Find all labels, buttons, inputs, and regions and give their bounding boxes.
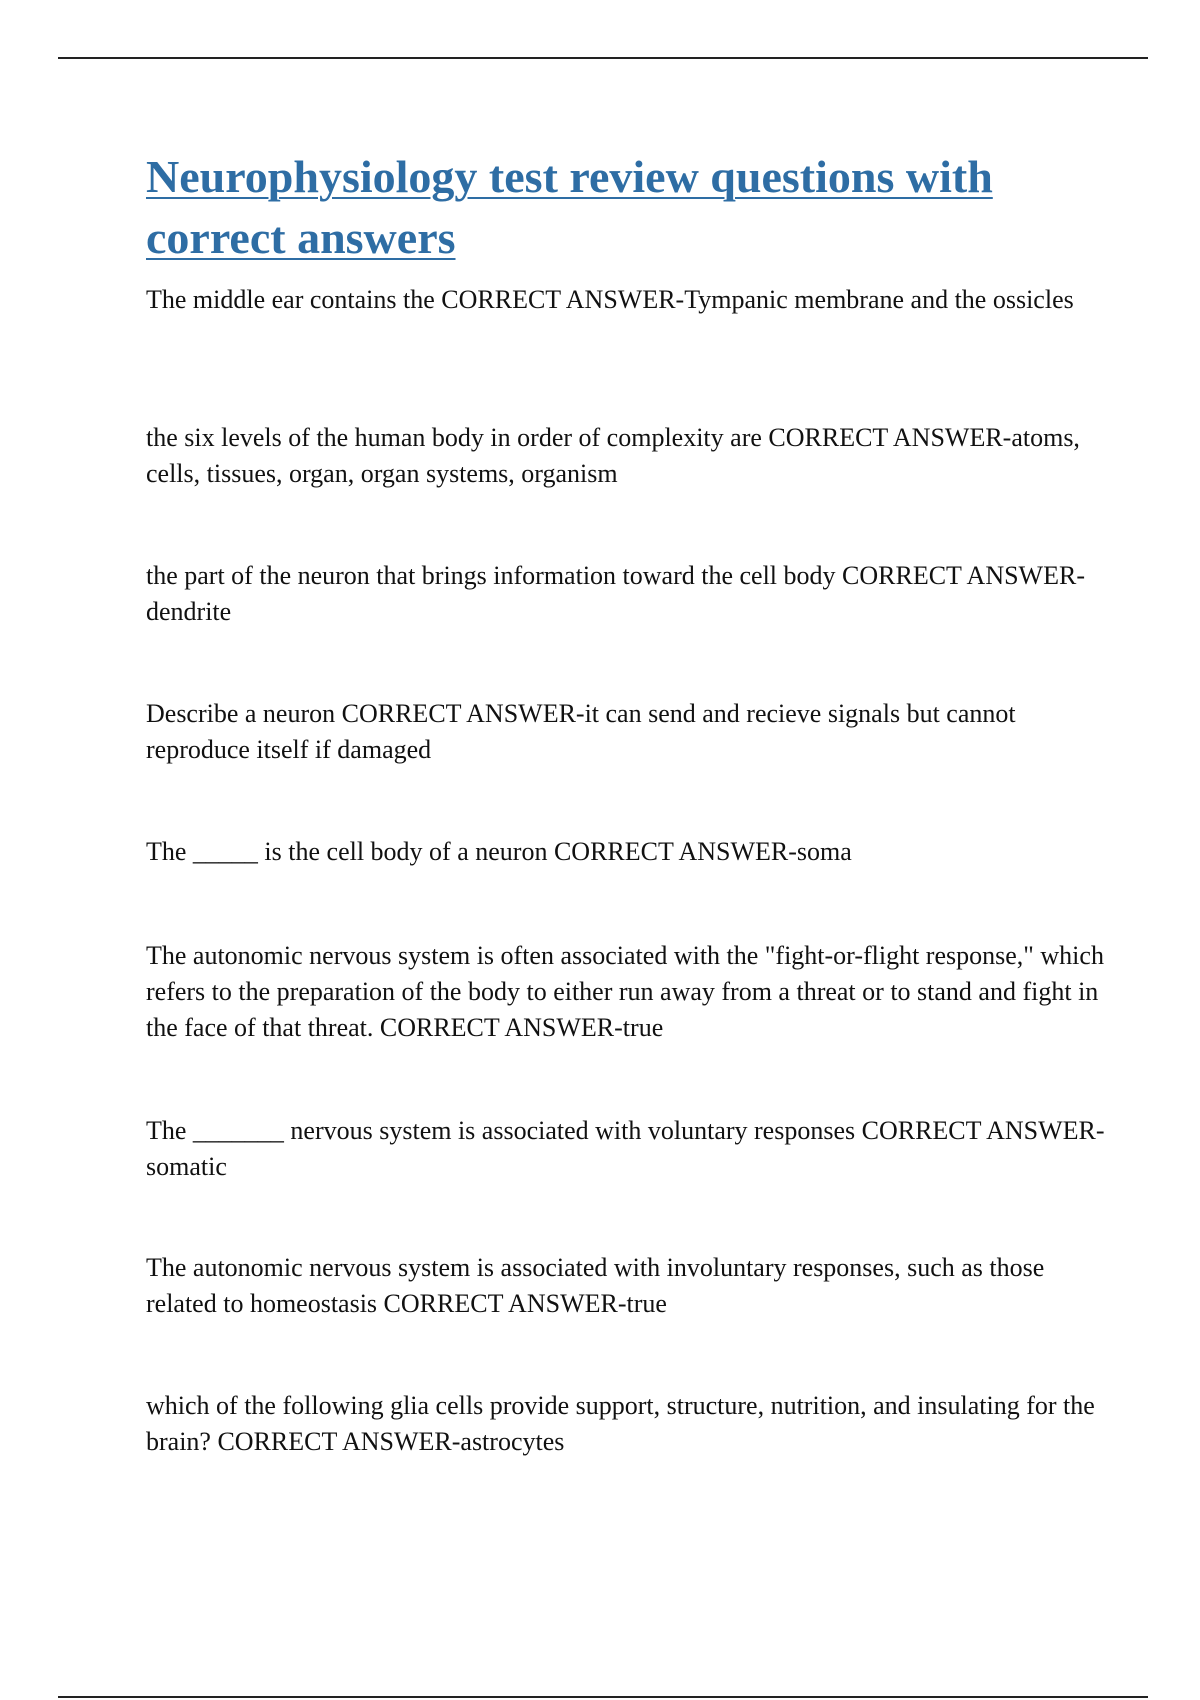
- footer-rule: [58, 1696, 1148, 1698]
- qa-item: The autonomic nervous system is often associated with the "fight-or-flight response," which refers to the preparation of the body to either run away from a threat or to stand and fight in the face of that threat. CORRECT ANSWER-true: [146, 941, 1104, 1042]
- header-rule: [58, 57, 1148, 59]
- qa-item: The middle ear contains the CORRECT ANSWER-Tympanic membrane and the ossicles: [146, 285, 1074, 314]
- qa-item: the part of the neuron that brings information toward the cell body CORRECT ANSWER-dendrite: [146, 561, 1085, 626]
- qa-item: the six levels of the human body in order of complexity are CORRECT ANSWER-atoms, cells, tissues, organ, organ systems, organism: [146, 423, 1080, 488]
- qa-item: The autonomic nervous system is associated with involuntary responses, such as those related to homeostasis CORRECT ANSWER-true: [146, 1253, 1045, 1318]
- qa-item: The _______ nervous system is associated with voluntary responses CORRECT ANSWER-somatic: [146, 1116, 1105, 1181]
- qa-item: The _____ is the cell body of a neuron CORRECT ANSWER-soma: [146, 837, 852, 866]
- document-title: Neurophysiology test review questions with correct answers: [146, 151, 993, 263]
- qa-item: which of the following glia cells provide support, structure, nutrition, and insulating for the brain? CORRECT ANSWER-astrocytes: [146, 1391, 1095, 1456]
- qa-item: Describe a neuron CORRECT ANSWER-it can send and recieve signals but cannot reproduce itself if damaged: [146, 699, 1016, 764]
